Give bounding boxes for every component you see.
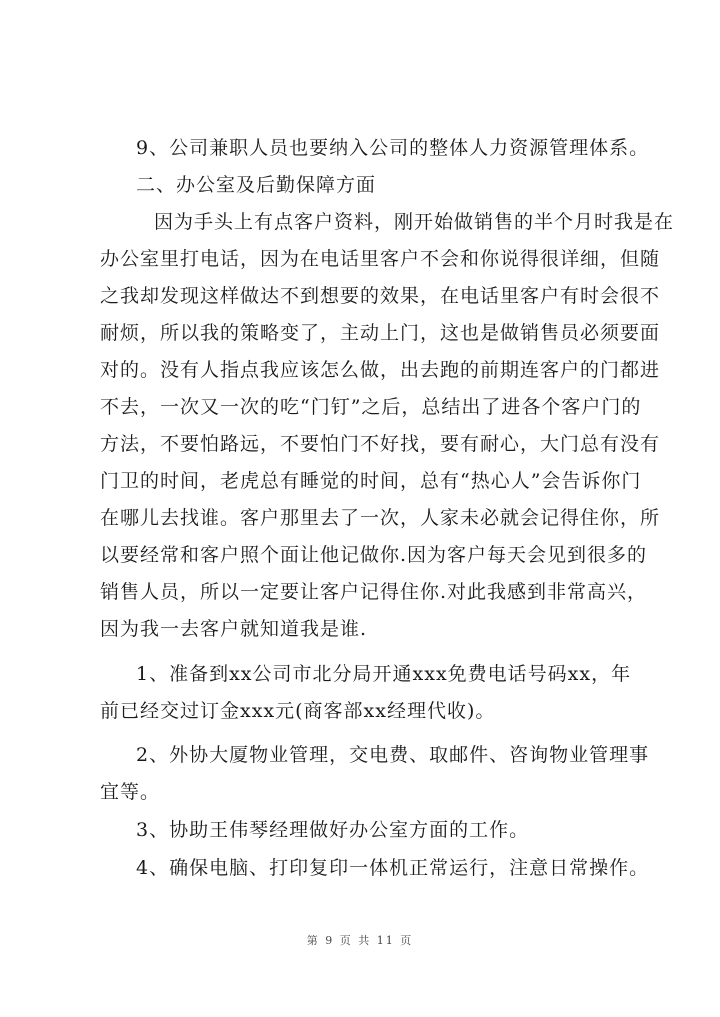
list-item: 3、协助王伟琴经理做好办公室方面的工作。 [136, 819, 530, 841]
list-item: 4、确保电脑、打印复印一体机正常运行，注意日常操作。 [136, 857, 650, 879]
text-line: 耐烦，所以我的策略变了，主动上门，这也是做销售员必须要面 [100, 322, 661, 344]
text-line: 方法，不要怕路远，不要怕门不好找，要有耐心，大门总有没有 [100, 433, 661, 455]
text-line: 宜等。 [100, 781, 161, 803]
text-line: 销售人员，所以一定要让客户记得住你.对此我感到非常高兴， [100, 581, 648, 603]
text-line: 因为手头上有点客户资料，刚开始做销售的半个月时我是在 [154, 211, 675, 233]
text-line: 办公室里打电话，因为在电话里客户不会和你说得很详细，但随 [100, 248, 661, 270]
text-line: 9、公司兼职人员也要纳入公司的整体人力资源管理体系。 [136, 137, 650, 159]
list-item: 2、外协大厦物业管理，交电费、取邮件、咨询物业管理事 [136, 744, 650, 766]
section-heading: 二、办公室及后勤保障方面 [136, 174, 377, 196]
list-item: 1、准备到xx公司市北分局开通xxx免费电话号码xx，年 [136, 663, 632, 685]
text-line: 在哪儿去找谁。客户那里去了一次，人家未必就会记得住你，所 [100, 507, 661, 529]
text-line: 不去，一次又一次的吃“门钉”之后，总结出了进各个客户门的 [100, 396, 642, 418]
text-line: 前已经交过订金xxx元(商客部xx经理代收)。 [100, 700, 496, 722]
text-line: 因为我一去客户就知道我是谁. [100, 618, 368, 640]
text-line: 以要经常和客户照个面让他记做你.因为客户每天会见到很多的 [100, 544, 648, 566]
page-number: 第 9 页 共 11 页 [306, 934, 414, 947]
text-line: 门卫的时间，老虎总有睡觉的时间，总有“热心人”会告诉你门 [100, 470, 642, 492]
text-line: 对的。没有人指点我应该怎么做，出去跑的前期连客户的门都进 [100, 359, 661, 381]
text-line: 之我却发现这样做达不到想要的效果，在电话里客户有时会很不 [100, 285, 661, 307]
